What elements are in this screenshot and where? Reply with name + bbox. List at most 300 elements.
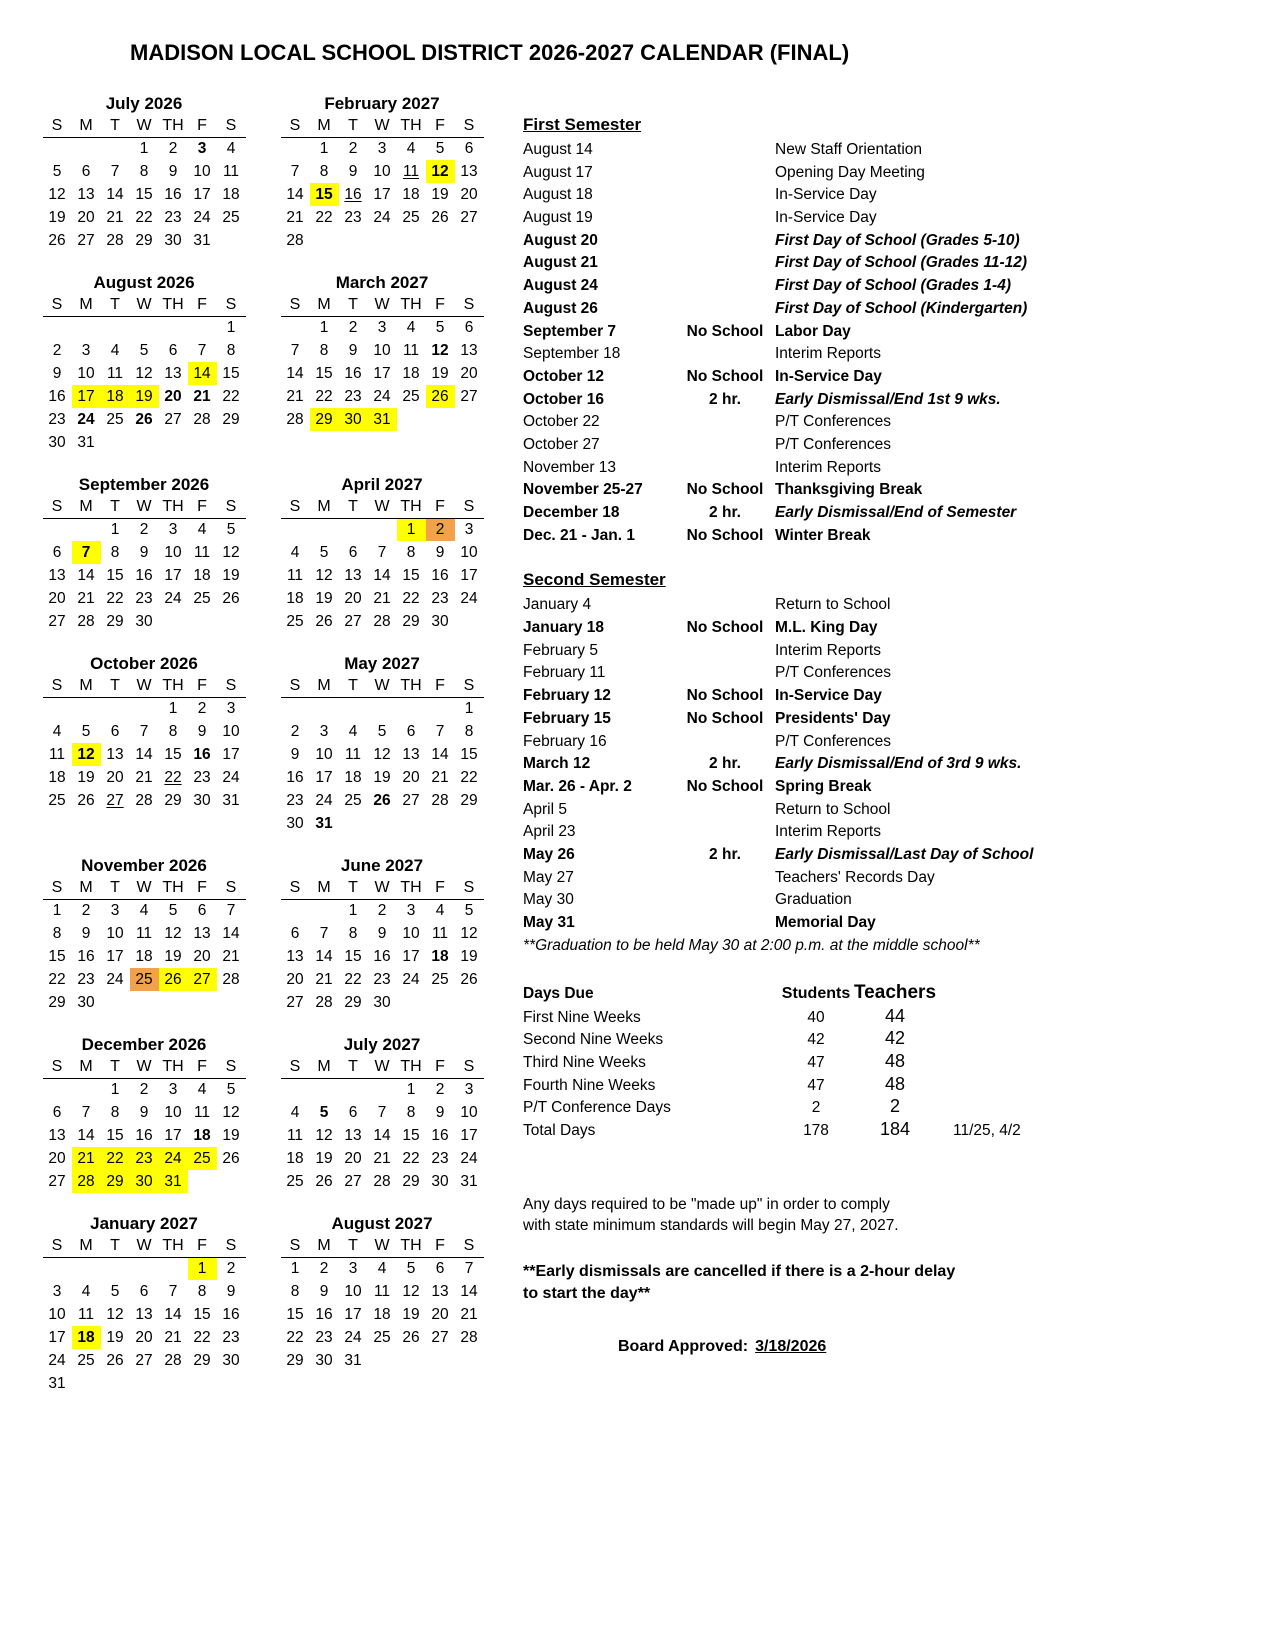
- day-number: 8: [110, 1103, 120, 1121]
- empty-cell: [397, 229, 426, 252]
- early-dismissal-note: [523, 1261, 1098, 1305]
- day-number: 21: [77, 1149, 95, 1167]
- day-cell: [455, 206, 484, 229]
- day-header: F: [188, 1056, 217, 1078]
- day-cell: [217, 160, 246, 183]
- day-number: 27: [460, 208, 478, 226]
- day-cell: [43, 339, 72, 362]
- day-cell: [159, 518, 188, 541]
- day-number: 31: [315, 814, 333, 832]
- week-row: [43, 183, 246, 206]
- week-row: [43, 587, 246, 610]
- event-description: Interim Reports: [775, 458, 881, 476]
- day-number: 29: [315, 410, 333, 428]
- event-row: [523, 164, 1098, 187]
- day-number: 21: [222, 947, 240, 965]
- day-number: 17: [77, 387, 95, 405]
- week-row: [281, 1280, 484, 1303]
- day-number: 3: [319, 722, 329, 740]
- day-cell: [159, 789, 188, 812]
- day-cell: [188, 789, 217, 812]
- day-number: 15: [402, 1126, 420, 1144]
- day-cell: [217, 385, 246, 408]
- event-date: August 17: [523, 163, 593, 181]
- event-date: August 19: [523, 209, 593, 227]
- day-cell: [217, 1101, 246, 1124]
- days-due-label: First Nine Weeks: [523, 1008, 641, 1026]
- day-header: F: [426, 115, 455, 137]
- day-header: T: [339, 115, 368, 137]
- day-cell: [397, 206, 426, 229]
- day-cell: [397, 1257, 426, 1280]
- day-cell: [368, 564, 397, 587]
- month-grid: [281, 1056, 484, 1193]
- day-cell: [397, 922, 426, 945]
- day-header: W: [368, 294, 397, 316]
- day-cell: [455, 587, 484, 610]
- day-number: 17: [106, 947, 124, 965]
- day-number: 16: [431, 1126, 449, 1144]
- event-description: First Day of School (Grades 11-12): [775, 254, 1028, 272]
- empty-cell: [101, 316, 130, 339]
- day-cell: [310, 587, 339, 610]
- day-number: 12: [315, 1126, 333, 1144]
- day-cell: [281, 720, 310, 743]
- day-cell: [43, 1101, 72, 1124]
- month-title: August 2027: [331, 1214, 433, 1233]
- day-number: 6: [464, 139, 474, 157]
- day-header: S: [217, 294, 246, 316]
- day-cell: [281, 183, 310, 206]
- day-cell: [43, 1170, 72, 1193]
- week-row: [281, 720, 484, 743]
- day-number: 3: [168, 520, 178, 538]
- month-july-2026: [40, 94, 248, 252]
- day-number: 28: [164, 1351, 182, 1369]
- day-cell: [159, 1124, 188, 1147]
- day-header: S: [455, 675, 484, 697]
- empty-cell: [43, 316, 72, 339]
- day-number: 10: [373, 162, 391, 180]
- day-header: F: [188, 294, 217, 316]
- day-number: 15: [315, 364, 333, 382]
- day-number: 24: [460, 1149, 478, 1167]
- day-number: 27: [402, 791, 420, 809]
- day-number: 22: [402, 1149, 420, 1167]
- day-header: T: [101, 877, 130, 899]
- day-number: 3: [110, 901, 120, 919]
- day-header: W: [368, 675, 397, 697]
- day-cell: [101, 899, 130, 922]
- day-cell: [188, 183, 217, 206]
- day-cell: [72, 339, 101, 362]
- month-august-2027: [278, 1214, 486, 1395]
- empty-cell: [43, 697, 72, 720]
- day-cell: [310, 766, 339, 789]
- day-number: 5: [464, 901, 474, 919]
- day-number: 5: [435, 318, 445, 336]
- day-cell: [310, 922, 339, 945]
- empty-cell: [188, 316, 217, 339]
- day-number: 6: [81, 162, 91, 180]
- day-cell: [130, 229, 159, 252]
- event-date: April 5: [523, 800, 567, 818]
- day-cell: [455, 945, 484, 968]
- day-cell: [101, 1326, 130, 1349]
- week-row: [281, 160, 484, 183]
- day-cell: [455, 1078, 484, 1101]
- day-number: 25: [402, 208, 420, 226]
- day-header-row: [43, 877, 246, 899]
- day-cell: [217, 789, 246, 812]
- day-header: M: [72, 1056, 101, 1078]
- day-number: 16: [193, 745, 211, 763]
- day-number: 30: [77, 993, 95, 1011]
- day-cell: [130, 922, 159, 945]
- day-number: 8: [290, 1282, 300, 1300]
- day-cell: [339, 720, 368, 743]
- day-cell: [72, 362, 101, 385]
- day-header: S: [455, 496, 484, 518]
- day-cell: [101, 206, 130, 229]
- event-description: First Day of School (Grades 1-4): [775, 277, 1011, 295]
- day-number: 31: [77, 433, 95, 451]
- day-cell: [368, 766, 397, 789]
- day-number: 1: [464, 699, 474, 717]
- day-cell: [455, 1303, 484, 1326]
- day-number: 26: [402, 1328, 420, 1346]
- day-header-row: [43, 675, 246, 697]
- day-header-row: [43, 115, 246, 137]
- day-cell: [397, 1326, 426, 1349]
- day-number: 26: [222, 589, 240, 607]
- day-number: 7: [435, 722, 445, 740]
- day-cell: [188, 137, 217, 160]
- day-number: 24: [373, 208, 391, 226]
- day-number: 18: [222, 185, 240, 203]
- day-cell: [397, 137, 426, 160]
- day-header: S: [217, 1235, 246, 1257]
- empty-cell: [217, 431, 246, 454]
- day-number: 1: [290, 1259, 300, 1277]
- day-number: 13: [77, 185, 95, 203]
- day-number: 9: [377, 924, 387, 942]
- day-number: 10: [164, 1103, 182, 1121]
- day-number: 19: [431, 185, 449, 203]
- day-number: 24: [315, 791, 333, 809]
- day-cell: [368, 1326, 397, 1349]
- day-number: 13: [286, 947, 304, 965]
- day-cell: [397, 968, 426, 991]
- day-cell: [339, 408, 368, 431]
- day-number: 11: [373, 1282, 391, 1300]
- week-row: [281, 1147, 484, 1170]
- day-number: 2: [290, 722, 300, 740]
- day-cell: [130, 408, 159, 431]
- day-header: F: [426, 877, 455, 899]
- empty-cell: [426, 1349, 455, 1372]
- day-number: 1: [168, 699, 178, 717]
- day-number: 8: [168, 722, 178, 740]
- day-cell: [455, 743, 484, 766]
- day-cell: [339, 587, 368, 610]
- day-number: 13: [106, 745, 124, 763]
- day-header: S: [217, 496, 246, 518]
- empty-cell: [281, 899, 310, 922]
- day-number: 9: [139, 1103, 149, 1121]
- day-number: 21: [315, 970, 333, 988]
- day-cell: [159, 1349, 188, 1372]
- day-cell: [281, 945, 310, 968]
- event-row: [523, 914, 1098, 937]
- day-number: 9: [435, 543, 445, 561]
- day-cell: [426, 968, 455, 991]
- day-header: TH: [397, 496, 426, 518]
- day-cell: [188, 385, 217, 408]
- day-cell: [72, 206, 101, 229]
- week-row: [281, 339, 484, 362]
- early-dismissal-line1: **Early dismissals are cancelled if there is a 2-hour delay: [523, 1262, 956, 1280]
- day-number: 10: [48, 1305, 66, 1323]
- day-cell: [159, 945, 188, 968]
- week-row: [281, 697, 484, 720]
- day-number: 3: [464, 1080, 474, 1098]
- day-cell: [368, 720, 397, 743]
- day-number: 14: [286, 185, 304, 203]
- event-qualifier: No School: [686, 709, 764, 727]
- day-cell: [281, 991, 310, 1014]
- day-number: 3: [52, 1282, 62, 1300]
- week-row: [43, 229, 246, 252]
- week-row: [281, 899, 484, 922]
- day-cell: [43, 385, 72, 408]
- day-cell: [43, 899, 72, 922]
- empty-cell: [101, 431, 130, 454]
- day-cell: [43, 945, 72, 968]
- day-header: M: [72, 1235, 101, 1257]
- board-approved: [618, 1338, 1098, 1356]
- day-cell: [72, 1101, 101, 1124]
- days-due-label: P/T Conference Days: [523, 1099, 671, 1117]
- event-description: Teachers' Records Day: [775, 868, 935, 886]
- day-cell: [368, 1257, 397, 1280]
- day-number: 16: [431, 566, 449, 584]
- day-number: 4: [110, 341, 120, 359]
- day-number: 26: [106, 1351, 124, 1369]
- empty-cell: [397, 697, 426, 720]
- day-cell: [339, 1147, 368, 1170]
- days-due-row: [523, 1096, 1098, 1119]
- day-number: 23: [286, 791, 304, 809]
- empty-cell: [281, 137, 310, 160]
- event-row: [523, 891, 1098, 914]
- day-number: 24: [402, 970, 420, 988]
- day-cell: [101, 339, 130, 362]
- event-row: [523, 869, 1098, 892]
- day-cell: [159, 362, 188, 385]
- day-cell: [101, 1280, 130, 1303]
- day-cell: [101, 183, 130, 206]
- day-cell: [426, 316, 455, 339]
- day-number: 14: [373, 1126, 391, 1144]
- day-cell: [397, 518, 426, 541]
- day-cell: [397, 743, 426, 766]
- days-due-students-value: 47: [807, 1054, 825, 1072]
- day-number: 8: [139, 162, 149, 180]
- day-cell: [368, 968, 397, 991]
- empty-cell: [130, 1257, 159, 1280]
- day-cell: [339, 1280, 368, 1303]
- day-cell: [397, 899, 426, 922]
- day-number: 22: [135, 208, 153, 226]
- day-number: 5: [139, 341, 149, 359]
- week-row: [43, 945, 246, 968]
- day-cell: [397, 1303, 426, 1326]
- day-number: 23: [135, 589, 153, 607]
- day-cell: [368, 610, 397, 633]
- days-due-row: [523, 1119, 1098, 1142]
- week-row: [43, 1372, 246, 1395]
- day-cell: [101, 1349, 130, 1372]
- day-number: 26: [431, 208, 449, 226]
- day-number: 11: [286, 566, 304, 584]
- day-cell: [188, 899, 217, 922]
- day-header: F: [426, 294, 455, 316]
- day-number: 6: [52, 1103, 62, 1121]
- day-cell: [43, 408, 72, 431]
- day-cell: [188, 1303, 217, 1326]
- day-cell: [455, 137, 484, 160]
- day-number: 8: [110, 543, 120, 561]
- day-number: 12: [373, 745, 391, 763]
- day-cell: [426, 1257, 455, 1280]
- day-number: 28: [460, 1328, 478, 1346]
- day-number: 29: [106, 1172, 124, 1190]
- day-cell: [426, 945, 455, 968]
- day-cell: [188, 743, 217, 766]
- day-cell: [368, 160, 397, 183]
- day-cell: [368, 922, 397, 945]
- day-number: 3: [348, 1259, 358, 1277]
- day-cell: [43, 991, 72, 1014]
- day-cell: [101, 587, 130, 610]
- day-number: 7: [110, 162, 120, 180]
- day-number: 19: [315, 1149, 333, 1167]
- day-number: 7: [319, 924, 329, 942]
- day-cell: [72, 408, 101, 431]
- day-cell: [43, 362, 72, 385]
- day-number: 7: [377, 1103, 387, 1121]
- day-number: 19: [222, 566, 240, 584]
- day-cell: [101, 362, 130, 385]
- day-header-row: [43, 496, 246, 518]
- day-cell: [368, 339, 397, 362]
- event-date: March 12: [523, 755, 591, 773]
- day-cell: [339, 766, 368, 789]
- day-number: 27: [286, 993, 304, 1011]
- month-grid: [43, 1235, 246, 1395]
- empty-cell: [72, 1257, 101, 1280]
- day-cell: [72, 160, 101, 183]
- day-number: 10: [402, 924, 420, 942]
- empty-cell: [455, 408, 484, 431]
- event-date: May 27: [523, 868, 574, 886]
- day-number: 4: [290, 1103, 300, 1121]
- day-number: 13: [164, 364, 182, 382]
- day-cell: [426, 362, 455, 385]
- day-number: 12: [431, 341, 449, 359]
- day-cell: [339, 899, 368, 922]
- day-cell: [397, 362, 426, 385]
- day-number: 23: [315, 1328, 333, 1346]
- day-number: 17: [315, 768, 333, 786]
- empty-cell: [426, 697, 455, 720]
- event-row: [523, 323, 1098, 346]
- day-number: 6: [290, 924, 300, 942]
- day-number: 16: [315, 1305, 333, 1323]
- day-number: 7: [226, 901, 236, 919]
- day-cell: [368, 362, 397, 385]
- day-header: M: [72, 115, 101, 137]
- day-number: 23: [344, 208, 362, 226]
- day-cell: [43, 587, 72, 610]
- event-date: February 5: [523, 641, 598, 659]
- day-header-row: [281, 115, 484, 137]
- day-cell: [397, 945, 426, 968]
- day-cell: [310, 991, 339, 1014]
- day-cell: [368, 1303, 397, 1326]
- day-cell: [43, 789, 72, 812]
- day-number: 5: [319, 1103, 329, 1121]
- day-cell: [397, 720, 426, 743]
- day-number: 11: [402, 341, 420, 359]
- day-cell: [72, 899, 101, 922]
- day-cell: [339, 183, 368, 206]
- day-number: 12: [164, 924, 182, 942]
- day-number: 25: [106, 410, 124, 428]
- event-row: [523, 391, 1098, 414]
- day-cell: [339, 1101, 368, 1124]
- day-header: S: [281, 294, 310, 316]
- day-cell: [368, 316, 397, 339]
- day-header: S: [43, 115, 72, 137]
- day-number: 24: [164, 1149, 182, 1167]
- day-cell: [281, 160, 310, 183]
- day-cell: [368, 945, 397, 968]
- event-row: [523, 141, 1098, 164]
- day-header: F: [188, 496, 217, 518]
- day-number: 3: [226, 699, 236, 717]
- event-description: Opening Day Meeting: [775, 163, 925, 181]
- day-cell: [281, 922, 310, 945]
- day-cell: [426, 1078, 455, 1101]
- day-cell: [101, 1170, 130, 1193]
- empty-cell: [130, 316, 159, 339]
- empty-cell: [310, 518, 339, 541]
- week-row: [43, 564, 246, 587]
- day-cell: [426, 339, 455, 362]
- days-due-teachers-value: 42: [884, 1028, 906, 1049]
- day-cell: [188, 229, 217, 252]
- day-number: 7: [197, 341, 207, 359]
- day-number: 20: [344, 1149, 362, 1167]
- day-cell: [368, 743, 397, 766]
- day-cell: [368, 541, 397, 564]
- week-row: [43, 720, 246, 743]
- day-number: 16: [222, 1305, 240, 1323]
- day-number: 15: [344, 947, 362, 965]
- day-cell: [368, 1147, 397, 1170]
